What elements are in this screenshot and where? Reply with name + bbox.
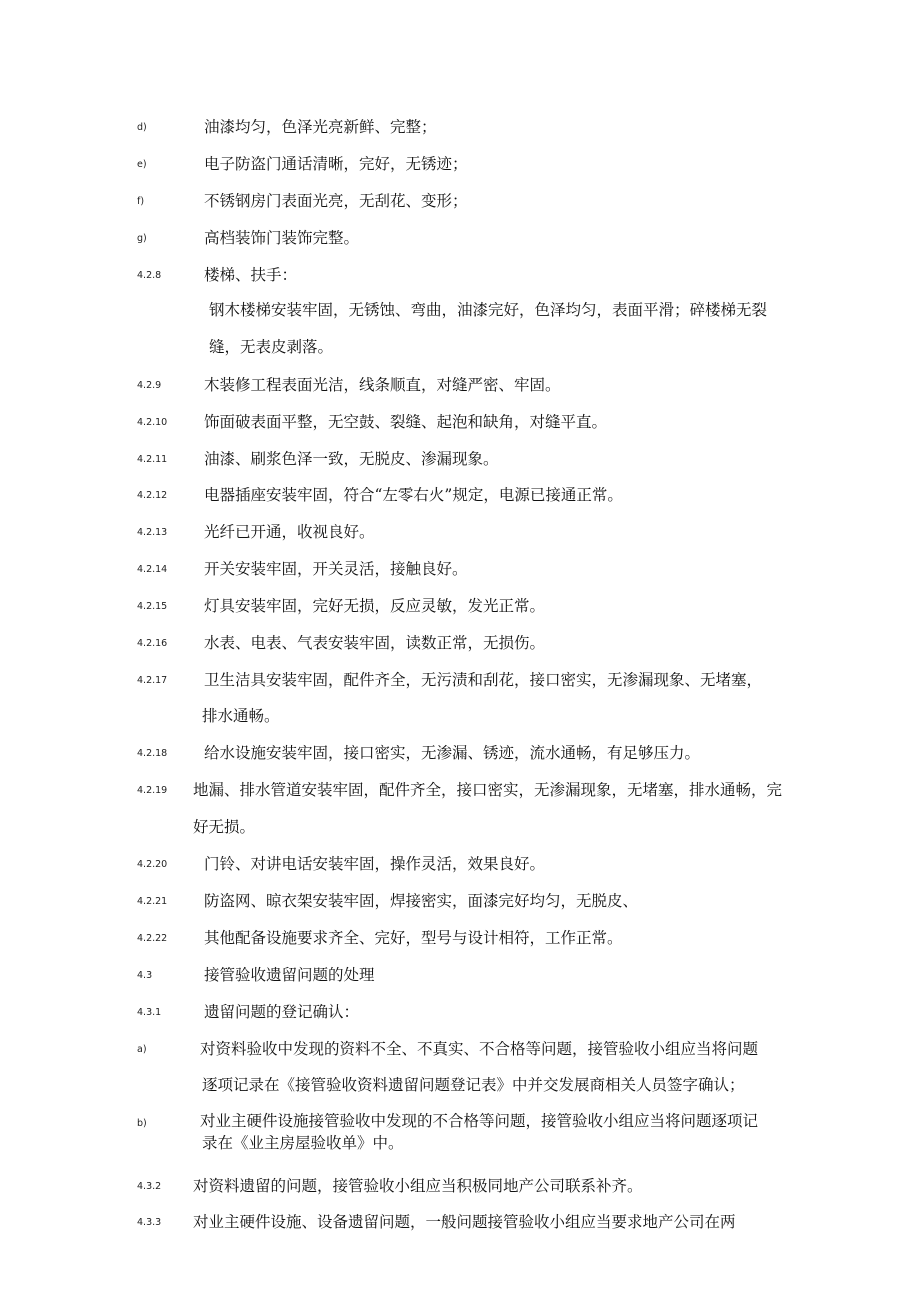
item-text: 饰面破表面平整，无空鼓、裂缝、起泡和缺角，对缝平直。: [204, 413, 608, 431]
item-number: 4.3.1: [137, 1007, 162, 1018]
item-text: 光纤已开通，收视良好。: [204, 523, 375, 541]
item-text: 录在《业主房屋验收单》中。: [202, 1134, 404, 1152]
item-text: 逐项记录在《接管验收资料遗留问题登记表》中并交发展商相关人员签字确认；: [202, 1076, 745, 1094]
item-number: 4.2.17: [137, 675, 168, 686]
item-text: 电器插座安装牢固，符合“左零右火”规定，电源已接通正常。: [204, 486, 623, 504]
item-number: 4.2.11: [137, 454, 168, 465]
item-number: 4.2.16: [137, 638, 168, 649]
item-number: 4.2.13: [137, 527, 168, 538]
item-text: 门铃、对讲电话安装牢固，操作灵活，效果良好。: [204, 855, 546, 873]
item-text: 防盗网、晾衣架安装牢固，焊接密实，面漆完好均匀，无脱皮、: [204, 892, 639, 910]
item-text: 木装修工程表面光洁，线条顺直，对缝严密、牢固。: [204, 376, 561, 394]
item-text: 遗留问题的登记确认：: [204, 1003, 360, 1021]
item-text: 钢木楼梯安装牢固，无锈蚀、弯曲，油漆完好，色泽均匀，表面平滑；碎楼梯无裂: [209, 301, 768, 319]
item-number: g): [137, 233, 147, 244]
item-text: 油漆均匀，色泽光亮新鲜、完整；: [204, 118, 437, 136]
item-number: 4.2.18: [137, 748, 168, 759]
item-text: 对业主硬件设施接管验收中发现的不合格等问题，接管验收小组应当将问题逐项记: [200, 1112, 759, 1130]
item-text: 水表、电表、气表安装牢固，读数正常，无损伤。: [204, 634, 546, 652]
section-heading: 接管验收遗留问题的处理: [204, 966, 375, 984]
item-number: 4.2.19: [137, 785, 168, 796]
item-number: a): [137, 1044, 147, 1055]
item-number: 4.2.10: [137, 417, 168, 428]
item-number: 4.2.9: [137, 380, 162, 391]
item-text: 地漏、排水管道安装牢固，配件齐全，接口密实，无渗漏现象，无堵塞，排水通畅，完: [193, 781, 783, 799]
item-text: 不锈钢房门表面光亮，无刮花、变形；: [204, 192, 468, 210]
item-text: 排水通畅。: [202, 707, 280, 725]
item-number: 4.3.2: [137, 1181, 162, 1192]
item-text: 油漆、刷浆色泽一致，无脱皮、渗漏现象。: [204, 450, 499, 468]
item-number: 4.2.14: [137, 564, 168, 575]
item-number: b): [137, 1118, 147, 1129]
item-text: 卫生洁具安装牢固，配件齐全，无污渍和刮花，接口密实，无渗漏现象、无堵塞，: [204, 671, 763, 689]
item-text: 楼梯、扶手：: [204, 266, 298, 284]
item-text: 对资料验收中发现的资料不全、不真实、不合格等问题，接管验收小组应当将问题: [200, 1040, 759, 1058]
item-number: 4.2.8: [137, 270, 162, 281]
item-number: 4.2.21: [137, 896, 168, 907]
item-text: 电子防盗门通话清晰，完好，无锈迹；: [204, 155, 468, 173]
item-text: 缝，无表皮剥落。: [209, 338, 334, 356]
item-text: 好无损。: [193, 818, 256, 836]
item-number: f): [137, 196, 145, 207]
item-number: 4.2.15: [137, 601, 168, 612]
item-text: 对业主硬件设施、设备遗留问题，一般问题接管验收小组应当要求地产公司在两: [193, 1213, 736, 1231]
item-text: 灯具安装牢固，完好无损，反应灵敏，发光正常。: [204, 597, 546, 615]
item-text: 对资料遗留的问题，接管验收小组应当积极同地产公司联系补齐。: [193, 1177, 643, 1195]
item-number: 4.3.3: [137, 1217, 162, 1228]
item-number: 4.2.20: [137, 859, 168, 870]
item-text: 其他配备设施要求齐全、完好，型号与设计相符，工作正常。: [204, 929, 623, 947]
section-number: 4.3: [137, 970, 153, 981]
item-text: 高档装饰门装饰完整。: [204, 229, 360, 247]
item-number: e): [137, 159, 147, 170]
item-number: d): [137, 122, 147, 133]
item-number: 4.2.12: [137, 490, 168, 501]
item-text: 给水设施安装牢固，接口密实，无渗漏、锈迹，流水通畅，有足够压力。: [204, 744, 701, 762]
item-text: 开关安装牢固，开关灵活，接触良好。: [204, 560, 468, 578]
item-number: 4.2.22: [137, 933, 168, 944]
